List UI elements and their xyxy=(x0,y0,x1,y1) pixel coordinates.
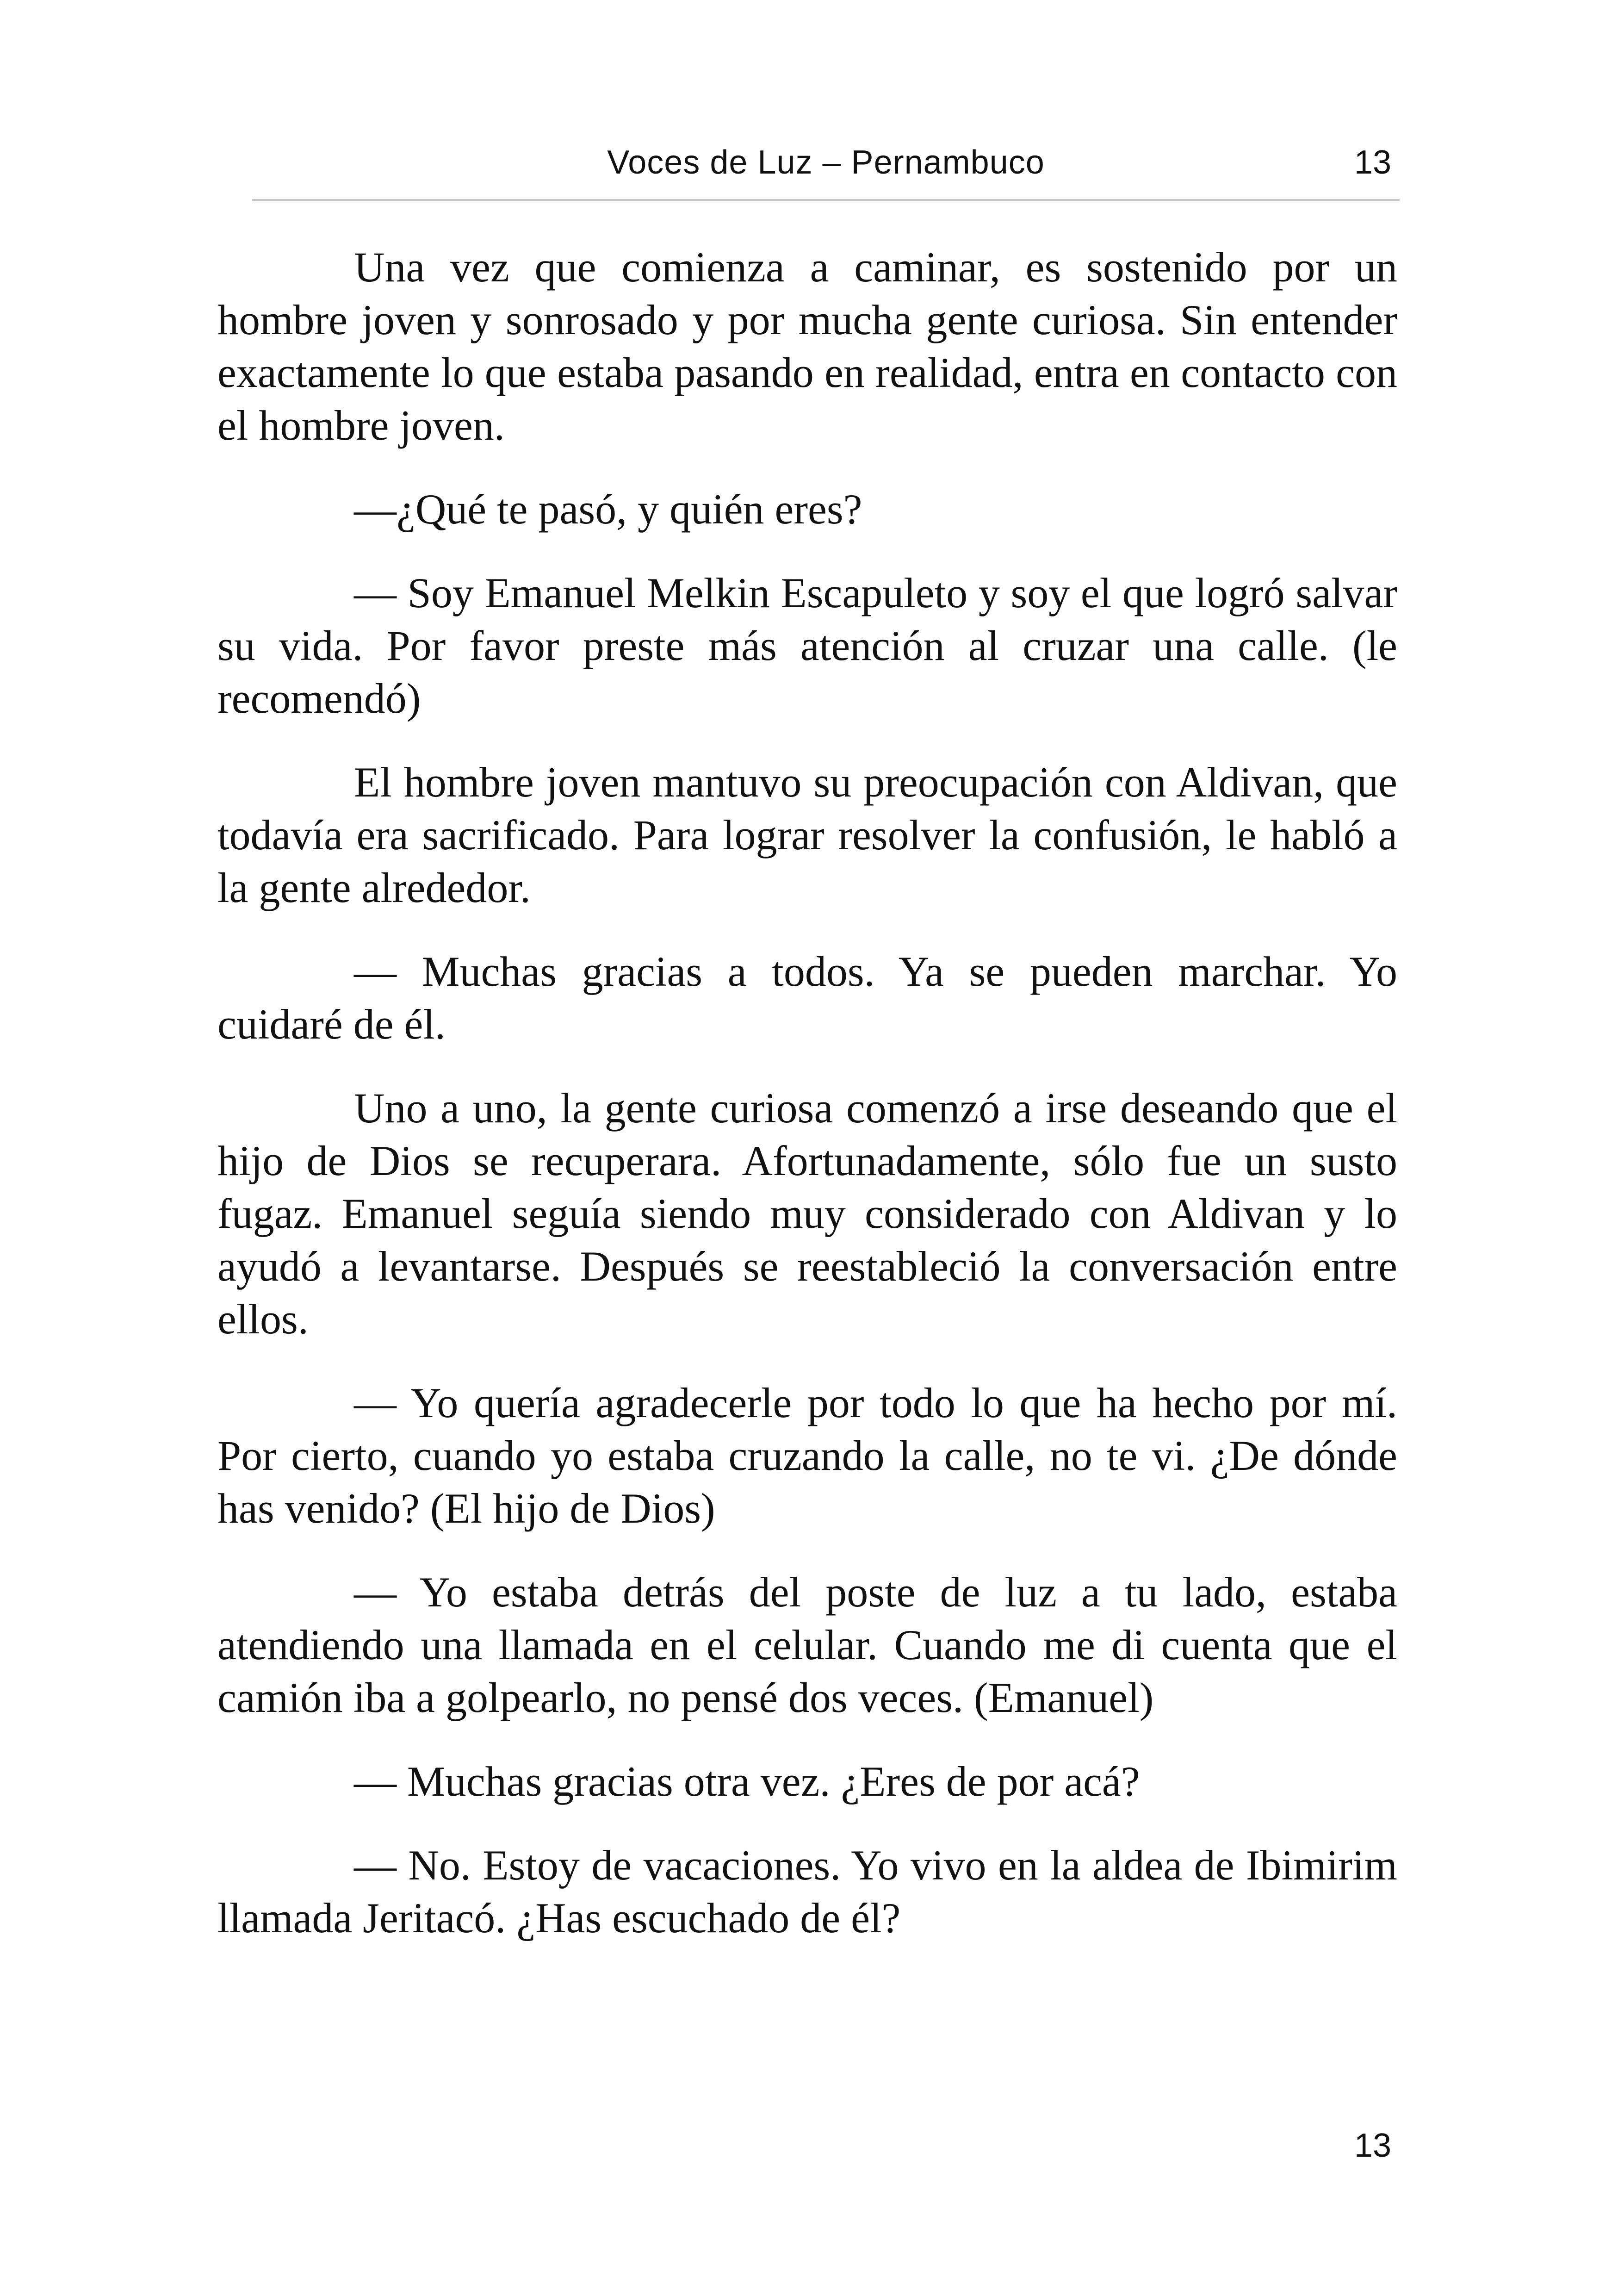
running-header xyxy=(252,134,1400,201)
footer-page-number: 13 xyxy=(1354,2127,1391,2164)
paragraph: — Muchas gracias otra vez. ¿Eres de por acá? xyxy=(354,1758,1140,1805)
header-title: Voces de Luz – Pernambuco xyxy=(607,144,1045,181)
paragraph: — Soy Emanuel Melkin Escapuleto y soy el que logró salvar su vida. Por favor preste más atención al cruzar una calle. (le recomendó) xyxy=(217,569,1397,722)
paragraph: El hombre joven mantuvo su preocupación con Aldivan, que todavía era sacrificado. Para lograr resolver la confusión, le habló a la gente alrededor. xyxy=(217,759,1397,911)
body-text xyxy=(217,241,1397,1975)
paragraph: — Yo quería agradecerle por todo lo que ha hecho por mí. Por cierto, cuando yo estaba cruzando la calle, no te vi. ¿De dónde has venido? (El hijo de Dios) xyxy=(217,1379,1397,1532)
paragraph: — Yo estaba detrás del poste de luz a tu lado, estaba atendiendo una llamada en el celular. Cuando me di cuenta que el camión iba a golpearlo, no pensé dos veces. (Emanuel) xyxy=(217,1568,1397,1721)
paragraph: Uno a uno, la gente curiosa comenzó a irse deseando que el hijo de Dios se recuperara. Afortunadamente, sólo fue un susto fugaz. Emanuel seguía siendo muy considerado con Aldivan y lo ayudó a levantarse. Después se reestableció la conversación entre ellos. xyxy=(217,1084,1397,1343)
paragraph: — No. Estoy de vacaciones. Yo vivo en la aldea de Ibimirim llamada Jeritacó. ¿Has escuchado de él? xyxy=(217,1842,1397,1941)
header-page-number: 13 xyxy=(1354,144,1391,181)
paragraph: Una vez que comienza a caminar, es sostenido por un hombre joven y sonrosado y por mucha gente curiosa. Sin entender exactamente lo que estaba pasando en realidad, entra en contacto con el hombre joven. xyxy=(217,243,1397,449)
paragraph: — Muchas gracias a todos. Ya se pueden marchar. Yo cuidaré de él. xyxy=(217,948,1397,1048)
paragraph: —¿Qué te pasó, y quién eres? xyxy=(354,485,862,533)
